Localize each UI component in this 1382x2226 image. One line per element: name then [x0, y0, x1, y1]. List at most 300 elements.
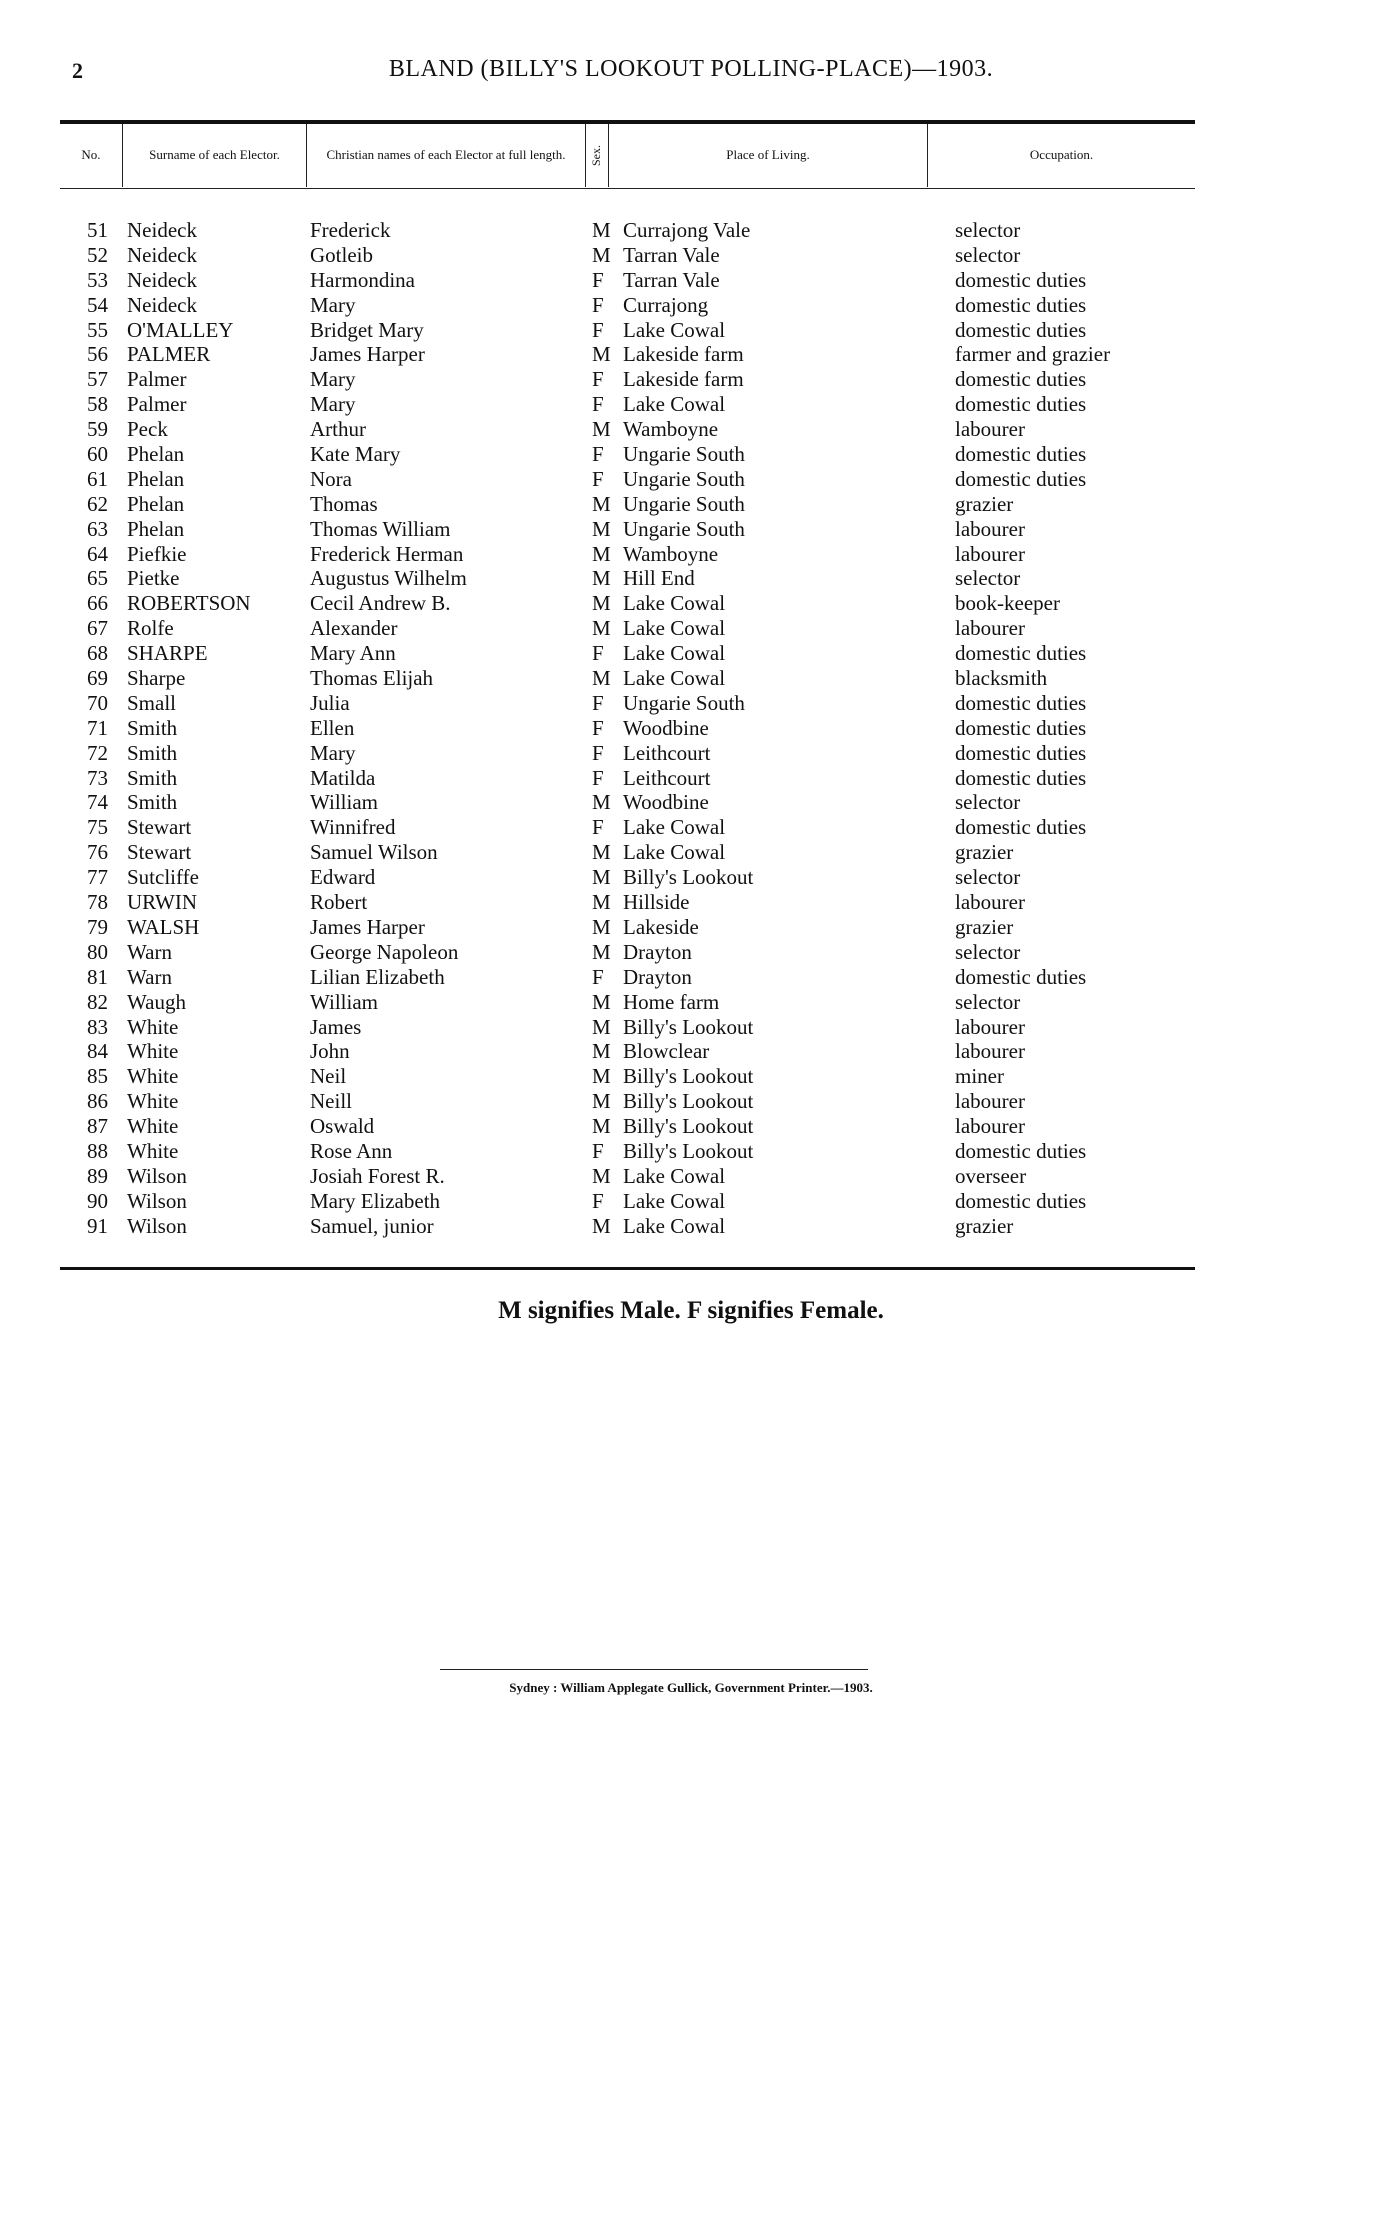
elector-surname: Phelan [127, 491, 185, 516]
elector-occupation: labourer [955, 541, 1025, 566]
elector-sex: F [592, 442, 604, 467]
elector-christian-names: Gotleib [310, 242, 373, 267]
elector-sex: F [592, 466, 604, 491]
elector-number: 64 [87, 541, 108, 566]
table-row [60, 293, 1195, 318]
elector-place-of-living: Lakeside farm [623, 367, 744, 392]
elector-surname: Warn [127, 939, 172, 964]
printer-imprint: Sydney : William Applegate Gullick, Government Printer.—1903. [509, 1680, 873, 1695]
elector-place-of-living: Billy's Lookout [623, 865, 754, 890]
elector-place-of-living: Tarran Vale [623, 242, 720, 267]
elector-occupation: selector [955, 939, 1021, 964]
elector-christian-names: Josiah Forest R. [310, 1163, 445, 1188]
elector-surname: Wilson [127, 1213, 187, 1238]
elector-surname: Sutcliffe [127, 865, 199, 890]
elector-occupation: domestic duties [955, 641, 1087, 666]
elector-sex: F [592, 815, 604, 840]
elector-occupation: labourer [955, 1039, 1025, 1064]
elector-place-of-living: Drayton [623, 939, 692, 964]
elector-christian-names: Kate Mary [310, 442, 401, 467]
elector-christian-names: Winnifred [310, 815, 396, 840]
imprint-rule [440, 1669, 868, 1670]
elector-surname: Rolfe [127, 616, 174, 641]
table-row [60, 517, 1195, 542]
table-row [60, 1189, 1195, 1214]
table-row [60, 367, 1195, 392]
elector-christian-names: James Harper [310, 914, 425, 939]
elector-occupation: farmer and grazier [955, 342, 1111, 367]
elector-sex: M [592, 491, 611, 516]
elector-surname: Phelan [127, 442, 185, 467]
elector-surname: Waugh [127, 989, 186, 1014]
elector-sex: M [592, 1163, 611, 1188]
table-row [60, 790, 1195, 815]
table-row [60, 268, 1195, 293]
elector-number: 82 [87, 989, 108, 1014]
table-row [60, 840, 1195, 865]
elector-occupation: selector [955, 989, 1021, 1014]
elector-sex: F [592, 641, 604, 666]
elector-occupation: selector [955, 218, 1021, 242]
elector-surname: White [127, 1138, 179, 1163]
elector-number: 67 [87, 616, 108, 641]
elector-sex: M [592, 616, 611, 641]
table-row [60, 218, 1195, 243]
elector-occupation: domestic duties [955, 765, 1087, 790]
elector-christian-names: Matilda [310, 765, 376, 790]
elector-place-of-living: Ungarie South [623, 491, 745, 516]
elector-place-of-living: Lake Cowal [623, 616, 726, 641]
elector-occupation: domestic duties [955, 964, 1087, 989]
elector-occupation: domestic duties [955, 1188, 1087, 1213]
elector-place-of-living: Woodbine [623, 790, 709, 815]
elector-place-of-living: Wamboyne [623, 541, 719, 566]
elector-christian-names: John [310, 1039, 350, 1064]
elector-place-of-living: Billy's Lookout [623, 1089, 754, 1114]
elector-christian-names: Alexander [310, 616, 398, 641]
elector-christian-names: Rose Ann [310, 1138, 393, 1163]
elector-sex: M [592, 1039, 611, 1064]
elector-number: 80 [87, 939, 108, 964]
elector-number: 68 [87, 641, 108, 666]
elector-number: 60 [87, 442, 108, 467]
elector-christian-names: Thomas William [310, 516, 451, 541]
table-row [60, 915, 1195, 940]
elector-number: 69 [87, 666, 108, 691]
elector-surname: ROBERTSON [127, 591, 251, 616]
elector-surname: Smith [127, 715, 178, 740]
elector-sex: M [592, 591, 611, 616]
elector-number: 91 [87, 1213, 108, 1238]
table-bottom-rule [60, 1267, 1195, 1270]
elector-occupation: domestic duties [955, 815, 1087, 840]
elector-occupation: labourer [955, 1114, 1025, 1139]
elector-number: 73 [87, 765, 108, 790]
elector-christian-names: Lilian Elizabeth [310, 964, 445, 989]
elector-surname: SHARPE [127, 641, 208, 666]
table-row [60, 766, 1195, 791]
elector-occupation: selector [955, 566, 1021, 591]
elector-occupation: selector [955, 242, 1021, 267]
elector-number: 77 [87, 865, 108, 890]
table-row [60, 990, 1195, 1015]
elector-surname: O'MALLEY [127, 317, 234, 342]
elector-sex: M [592, 890, 611, 915]
table-row [60, 1164, 1195, 1189]
table-row [60, 1214, 1195, 1239]
elector-occupation: domestic duties [955, 442, 1087, 467]
elector-occupation: labourer [955, 890, 1025, 915]
table-row [60, 741, 1195, 766]
elector-surname: White [127, 1039, 179, 1064]
elector-surname: Smith [127, 740, 178, 765]
elector-sex: M [592, 218, 611, 242]
elector-occupation: overseer [955, 1163, 1027, 1188]
elector-place-of-living: Billy's Lookout [623, 1138, 754, 1163]
elector-christian-names: Ellen [310, 715, 355, 740]
elector-number: 87 [87, 1114, 108, 1139]
elector-christian-names: Mary [310, 292, 356, 317]
elector-christian-names: Oswald [310, 1114, 375, 1139]
elector-surname: Pietke [127, 566, 180, 591]
elector-place-of-living: Ungarie South [623, 442, 745, 467]
table-row [60, 890, 1195, 915]
elector-sex: M [592, 840, 611, 865]
elector-surname: Smith [127, 790, 178, 815]
elector-christian-names: Mary [310, 740, 356, 765]
elector-sex: F [592, 715, 604, 740]
header-christian-names: Christian names of each Elector at full length. [307, 124, 586, 187]
elector-number: 76 [87, 840, 108, 865]
elector-sex: M [592, 242, 611, 267]
elector-sex: M [592, 566, 611, 591]
table-row [60, 1089, 1195, 1114]
elector-occupation: domestic duties [955, 392, 1087, 417]
elector-occupation: domestic duties [955, 317, 1087, 342]
elector-place-of-living: Lake Cowal [623, 840, 726, 865]
elector-number: 52 [87, 242, 108, 267]
elector-christian-names: William [310, 989, 378, 1014]
elector-christian-names: Neil [310, 1064, 347, 1089]
table-row [60, 1064, 1195, 1089]
table-row [60, 865, 1195, 890]
elector-number: 51 [87, 218, 108, 242]
elector-sex: F [592, 740, 604, 765]
elector-christian-names: Samuel, junior [310, 1213, 434, 1238]
elector-occupation: labourer [955, 1089, 1025, 1114]
header-occupation: Occupation. [1029, 147, 1094, 163]
elector-occupation: labourer [955, 516, 1025, 541]
elector-christian-names: Augustus Wilhelm [310, 566, 467, 591]
elector-number: 79 [87, 914, 108, 939]
elector-christian-names: George Napoleon [310, 939, 459, 964]
elector-number: 86 [87, 1089, 108, 1114]
elector-occupation: blacksmith [955, 666, 1048, 691]
elector-sex: M [592, 914, 611, 939]
elector-number: 90 [87, 1188, 108, 1213]
elector-place-of-living: Ungarie South [623, 690, 745, 715]
elector-christian-names: Frederick Herman [310, 541, 464, 566]
sex-legend: M signifies Male. F signifies Female. [498, 1297, 884, 1324]
elector-occupation: labourer [955, 1014, 1025, 1039]
elector-surname: Small [127, 690, 177, 715]
elector-surname: Neideck [127, 218, 197, 242]
elector-number: 83 [87, 1014, 108, 1039]
elector-christian-names: Edward [310, 865, 376, 890]
elector-surname: URWIN [127, 890, 197, 915]
elector-surname: Warn [127, 964, 172, 989]
elector-christian-names: Frederick [310, 218, 391, 242]
elector-surname: White [127, 1014, 179, 1039]
elector-place-of-living: Ungarie South [623, 516, 745, 541]
elector-occupation: domestic duties [955, 466, 1087, 491]
elector-place-of-living: Billy's Lookout [623, 1014, 754, 1039]
table-row [60, 591, 1195, 616]
elector-christian-names: Samuel Wilson [310, 840, 438, 865]
elector-number: 56 [87, 342, 108, 367]
elector-number: 74 [87, 790, 108, 815]
elector-place-of-living: Lake Cowal [623, 1163, 726, 1188]
elector-place-of-living: Lake Cowal [623, 591, 726, 616]
elector-surname: Neideck [127, 242, 197, 267]
elector-place-of-living: Leithcourt [623, 740, 711, 765]
elector-sex: F [592, 765, 604, 790]
elector-surname: PALMER [127, 342, 211, 367]
elector-surname: Wilson [127, 1163, 187, 1188]
elector-surname: Peck [127, 417, 168, 442]
elector-number: 71 [87, 715, 108, 740]
elector-number: 65 [87, 566, 108, 591]
table-row [60, 1114, 1195, 1139]
elector-surname: White [127, 1064, 179, 1089]
table-row [60, 392, 1195, 417]
elector-place-of-living: Leithcourt [623, 765, 711, 790]
elector-sex: M [592, 666, 611, 691]
table-row [60, 542, 1195, 567]
elector-sex: M [592, 1114, 611, 1139]
elector-list [60, 218, 1195, 1239]
elector-surname: Piefkie [127, 541, 187, 566]
elector-sex: M [592, 865, 611, 890]
elector-christian-names: Neill [310, 1089, 352, 1114]
header-surname: Surname of each Elector. [123, 124, 307, 187]
table-row [60, 716, 1195, 741]
elector-place-of-living: Lake Cowal [623, 317, 726, 342]
elector-surname: Stewart [127, 840, 192, 865]
table-row [60, 1015, 1195, 1040]
page-title: BLAND (BILLY'S LOOKOUT POLLING-PLACE)—1903. [388, 56, 994, 82]
elector-occupation: grazier [955, 1213, 1014, 1238]
elector-surname: Sharpe [127, 666, 186, 691]
elector-place-of-living: Lake Cowal [623, 392, 726, 417]
header-bottom-rule [60, 188, 1195, 189]
elector-christian-names: James [310, 1014, 362, 1039]
header-sex-label: Sex. [589, 145, 604, 166]
elector-number: 63 [87, 516, 108, 541]
elector-number: 62 [87, 491, 108, 516]
elector-christian-names: Cecil Andrew B. [310, 591, 451, 616]
elector-place-of-living: Ungarie South [623, 466, 745, 491]
page-number: 2 [72, 58, 83, 83]
elector-number: 89 [87, 1163, 108, 1188]
elector-sex: F [592, 367, 604, 392]
elector-christian-names: Nora [310, 466, 352, 491]
elector-occupation: domestic duties [955, 367, 1087, 392]
elector-number: 59 [87, 417, 108, 442]
elector-occupation: selector [955, 790, 1021, 815]
elector-sex: M [592, 1213, 611, 1238]
table-row [60, 566, 1195, 591]
table-row [60, 666, 1195, 691]
elector-occupation: miner [955, 1064, 1004, 1089]
elector-sex: M [592, 939, 611, 964]
elector-surname: Neideck [127, 267, 197, 292]
elector-surname: White [127, 1114, 179, 1139]
elector-sex: M [592, 1064, 611, 1089]
elector-sex: M [592, 989, 611, 1014]
elector-occupation: labourer [955, 616, 1025, 641]
elector-number: 88 [87, 1138, 108, 1163]
elector-surname: Palmer [127, 367, 187, 392]
elector-sex: F [592, 964, 604, 989]
elector-occupation: grazier [955, 914, 1014, 939]
elector-occupation: labourer [955, 417, 1025, 442]
elector-sex: M [592, 417, 611, 442]
elector-occupation: selector [955, 865, 1021, 890]
elector-occupation: domestic duties [955, 267, 1087, 292]
elector-christian-names: Mary [310, 367, 356, 392]
elector-place-of-living: Billy's Lookout [623, 1114, 754, 1139]
table-header [60, 124, 1195, 187]
elector-place-of-living: Lake Cowal [623, 1213, 726, 1238]
elector-surname: White [127, 1089, 179, 1114]
elector-number: 75 [87, 815, 108, 840]
table-row [60, 417, 1195, 442]
elector-place-of-living: Wamboyne [623, 417, 719, 442]
elector-place-of-living: Lakeside [623, 914, 699, 939]
elector-place-of-living: Woodbine [623, 715, 709, 740]
elector-christian-names: Thomas Elijah [310, 666, 434, 691]
elector-place-of-living: Lake Cowal [623, 641, 726, 666]
elector-sex: F [592, 1188, 604, 1213]
elector-place-of-living: Billy's Lookout [623, 1064, 754, 1089]
table-row [60, 243, 1195, 268]
elector-christian-names: Arthur [310, 417, 366, 442]
elector-sex: F [592, 317, 604, 342]
elector-occupation: domestic duties [955, 1138, 1087, 1163]
table-row [60, 965, 1195, 990]
elector-place-of-living: Lake Cowal [623, 1188, 726, 1213]
elector-sex: F [592, 267, 604, 292]
elector-christian-names: Bridget Mary [310, 317, 424, 342]
elector-place-of-living: Currajong Vale [623, 218, 751, 242]
table-row [60, 442, 1195, 467]
elector-place-of-living: Hillside [623, 890, 690, 915]
table-row [60, 641, 1195, 666]
elector-surname: Neideck [127, 292, 197, 317]
elector-number: 57 [87, 367, 108, 392]
elector-occupation: book-keeper [955, 591, 1060, 616]
elector-christian-names: Mary [310, 392, 356, 417]
elector-place-of-living: Lake Cowal [623, 815, 726, 840]
elector-place-of-living: Home farm [623, 989, 720, 1014]
elector-occupation: domestic duties [955, 292, 1087, 317]
elector-occupation: domestic duties [955, 740, 1087, 765]
elector-christian-names: Mary Ann [310, 641, 396, 666]
header-no: No. [60, 124, 123, 187]
elector-sex: F [592, 292, 604, 317]
elector-sex: M [592, 1089, 611, 1114]
elector-christian-names: James Harper [310, 342, 425, 367]
elector-place-of-living: Lakeside farm [623, 342, 744, 367]
table-row [60, 1039, 1195, 1064]
elector-number: 81 [87, 964, 108, 989]
elector-surname: Phelan [127, 466, 185, 491]
elector-sex: F [592, 392, 604, 417]
elector-christian-names: Julia [310, 690, 350, 715]
header-place-of-living: Place of Living. [609, 124, 928, 187]
elector-surname: Phelan [127, 516, 185, 541]
elector-place-of-living: Tarran Vale [623, 267, 720, 292]
elector-place-of-living: Lake Cowal [623, 666, 726, 691]
header-sex [586, 124, 609, 187]
elector-surname: Stewart [127, 815, 192, 840]
elector-number: 53 [87, 267, 108, 292]
elector-place-of-living: Currajong [623, 292, 709, 317]
elector-number: 72 [87, 740, 108, 765]
elector-number: 84 [87, 1039, 108, 1064]
elector-surname: WALSH [127, 914, 200, 939]
elector-number: 54 [87, 292, 108, 317]
elector-place-of-living: Drayton [623, 964, 692, 989]
elector-sex: M [592, 342, 611, 367]
elector-place-of-living: Hill End [623, 566, 695, 591]
table-row [60, 342, 1195, 367]
elector-number: 58 [87, 392, 108, 417]
elector-christian-names: William [310, 790, 378, 815]
elector-sex: M [592, 1014, 611, 1039]
elector-christian-names: Mary Elizabeth [310, 1188, 441, 1213]
table-row [60, 467, 1195, 492]
elector-occupation: domestic duties [955, 715, 1087, 740]
table-row [60, 492, 1195, 517]
table-row [60, 940, 1195, 965]
elector-sex: F [592, 1138, 604, 1163]
elector-occupation: domestic duties [955, 690, 1087, 715]
elector-number: 85 [87, 1064, 108, 1089]
elector-number: 78 [87, 890, 108, 915]
elector-christian-names: Harmondina [310, 267, 415, 292]
elector-sex: M [592, 516, 611, 541]
table-row [60, 1139, 1195, 1164]
elector-number: 61 [87, 466, 108, 491]
elector-surname: Smith [127, 765, 178, 790]
elector-occupation: grazier [955, 840, 1014, 865]
elector-place-of-living: Blowclear [623, 1039, 710, 1064]
elector-number: 66 [87, 591, 108, 616]
table-row [60, 815, 1195, 840]
table-row [60, 691, 1195, 716]
elector-sex: F [592, 690, 604, 715]
elector-christian-names: Robert [310, 890, 368, 915]
table-row [60, 616, 1195, 641]
elector-number: 70 [87, 690, 108, 715]
elector-surname: Wilson [127, 1188, 187, 1213]
elector-sex: M [592, 790, 611, 815]
elector-occupation: grazier [955, 491, 1014, 516]
table-row [60, 318, 1195, 343]
elector-number: 55 [87, 317, 108, 342]
